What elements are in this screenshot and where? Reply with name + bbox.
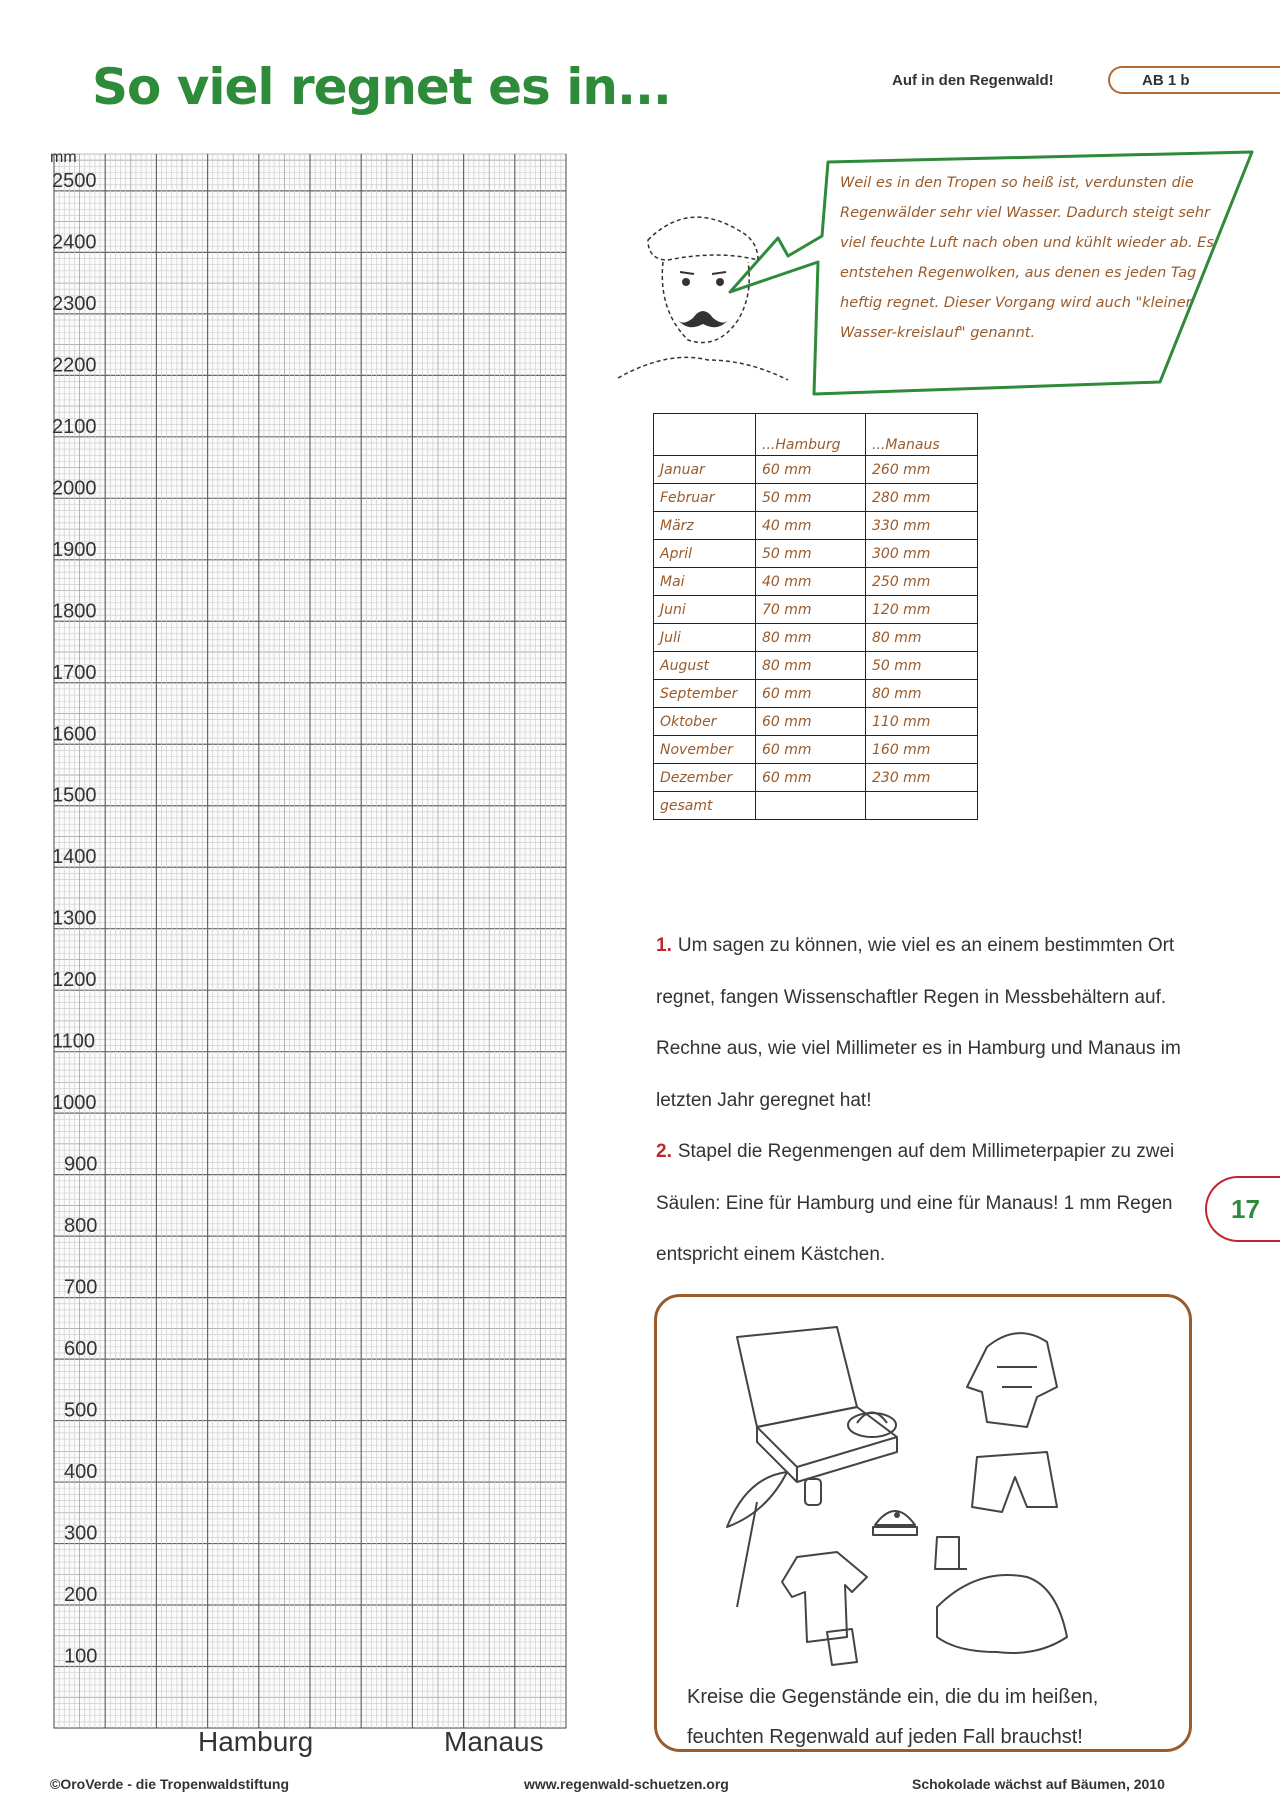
grid-svg[interactable]	[0, 150, 580, 1740]
y-tick-label: 1500	[52, 784, 97, 807]
table-cell-hamburg: 50 mm	[756, 484, 866, 512]
table-cell-hamburg: 80 mm	[756, 652, 866, 680]
table-cell-month: April	[654, 540, 756, 568]
table-cell-month: Mai	[654, 568, 756, 596]
y-tick-label: 1900	[52, 538, 97, 561]
table-cell-month: August	[654, 652, 756, 680]
y-tick-label: 2300	[52, 292, 97, 315]
y-tick-label: 100	[64, 1645, 98, 1668]
table-cell-hamburg: 50 mm	[756, 540, 866, 568]
y-tick-label: 300	[64, 1522, 98, 1545]
page-title: So viel regnet es in...	[92, 58, 671, 116]
speech-bubble-text: Weil es in den Tropen so heiß ist, verdunsten die Regenwälder sehr viel Wasser. Dadurch steigt sehr viel feuchte Luft nach oben und kühlt wieder ab. Es entstehen Regenwolken, aus denen es jeden Tag heftig regnet. Dieser Vorgang wird auch "kleiner Wasser-kreislauf" genannt.	[840, 175, 1214, 341]
table-cell-hamburg: 80 mm	[756, 624, 866, 652]
packing-box	[654, 1294, 1192, 1752]
table-cell-month: gesamt	[654, 792, 756, 820]
table-row	[654, 652, 978, 680]
task-2-text: Stapel die Regenmengen auf dem Millimeterpapier zu zwei Säulen: Eine für Hamburg und eine für Manaus! 1 mm Regen entspricht einem Kästchen.	[656, 1141, 1175, 1265]
y-tick-label: 600	[64, 1338, 98, 1361]
y-tick-label: 1800	[52, 600, 97, 623]
table-cell-hamburg: 60 mm	[756, 708, 866, 736]
page-number: 17	[1205, 1176, 1280, 1242]
table-cell-manaus	[866, 792, 978, 820]
y-tick-label: 900	[64, 1153, 98, 1176]
table-cell-manaus: 230 mm	[866, 764, 978, 792]
table-row	[654, 764, 978, 792]
task-text	[656, 920, 1216, 1281]
footer-website[interactable]: www.regenwald-schuetzen.org	[524, 1776, 729, 1792]
table-cell-manaus: 120 mm	[866, 596, 978, 624]
table-cell-month: Juli	[654, 624, 756, 652]
y-tick-label: 2000	[52, 477, 97, 500]
table-row	[654, 484, 978, 512]
y-tick-label: 800	[64, 1215, 98, 1238]
table-cell-hamburg: 60 mm	[756, 736, 866, 764]
series-label: Auf in den Regenwald!	[892, 72, 1054, 89]
packing-illustration	[697, 1307, 1137, 1677]
table-header-manaus: ...Manaus	[866, 414, 978, 456]
table-row	[654, 456, 978, 484]
table-cell-manaus: 110 mm	[866, 708, 978, 736]
table-cell-manaus: 250 mm	[866, 568, 978, 596]
y-tick-label: 400	[64, 1461, 98, 1484]
table-cell-hamburg: 60 mm	[756, 680, 866, 708]
box-caption: Kreise die Gegenstände ein, die du im heißen, feuchten Regenwald auf jeden Fall brauchst!	[687, 1686, 1099, 1748]
table-cell-manaus: 50 mm	[866, 652, 978, 680]
table-cell-manaus: 160 mm	[866, 736, 978, 764]
table-cell-month: November	[654, 736, 756, 764]
table-cell-month: März	[654, 512, 756, 540]
footer-copyright: ©OroVerde - die Tropenwaldstiftung	[50, 1776, 290, 1792]
y-tick-label: 1000	[52, 1092, 97, 1115]
y-tick-label: 2200	[52, 354, 97, 377]
table-cell-month: Januar	[654, 456, 756, 484]
y-tick-label: 1600	[52, 723, 97, 746]
sheet-tag: AB 1 b	[1108, 66, 1280, 94]
y-tick-label: 2100	[52, 415, 97, 438]
table-cell-hamburg: 70 mm	[756, 596, 866, 624]
y-tick-label: 2500	[52, 169, 97, 192]
y-unit-label: mm	[50, 150, 77, 166]
x-label-manaus: Manaus	[444, 1726, 544, 1757]
table-cell-manaus: 80 mm	[866, 680, 978, 708]
table-row	[654, 680, 978, 708]
table-row	[654, 512, 978, 540]
y-tick-label: 2400	[52, 231, 97, 254]
table-cell-hamburg: 60 mm	[756, 764, 866, 792]
table-cell-month: Dezember	[654, 764, 756, 792]
y-tick-label: 200	[64, 1584, 98, 1607]
table-row	[654, 792, 978, 820]
table-cell-hamburg: 40 mm	[756, 568, 866, 596]
table-row	[654, 708, 978, 736]
millimeter-paper-chart[interactable]	[0, 150, 580, 1740]
y-tick-label: 500	[64, 1399, 98, 1422]
y-tick-label: 700	[64, 1276, 98, 1299]
table-row	[654, 736, 978, 764]
table-cell-manaus: 330 mm	[866, 512, 978, 540]
precipitation-table	[653, 413, 978, 820]
table-row	[654, 540, 978, 568]
table-header-month	[654, 414, 756, 456]
y-tick-label: 1100	[52, 1030, 96, 1053]
table-header-hamburg: ...Hamburg	[756, 414, 866, 456]
table-cell-manaus: 300 mm	[866, 540, 978, 568]
x-label-hamburg: Hamburg	[198, 1726, 314, 1757]
table-cell-month: Februar	[654, 484, 756, 512]
table-row	[654, 596, 978, 624]
task-1-number: 1.	[656, 935, 672, 956]
table-cell-hamburg: 40 mm	[756, 512, 866, 540]
table-cell-hamburg	[756, 792, 866, 820]
task-2-number: 2.	[656, 1141, 672, 1162]
y-tick-label: 1700	[52, 661, 97, 684]
table-cell-manaus: 80 mm	[866, 624, 978, 652]
y-tick-label: 1200	[52, 969, 97, 992]
footer-source: Schokolade wächst auf Bäumen, 2010	[912, 1776, 1165, 1792]
table-cell-manaus: 280 mm	[866, 484, 978, 512]
table-row	[654, 624, 978, 652]
explorer-sketch	[608, 200, 818, 390]
table-cell-manaus: 260 mm	[866, 456, 978, 484]
table-row	[654, 568, 978, 596]
y-tick-label: 1300	[52, 907, 97, 930]
y-tick-label: 1400	[52, 846, 97, 869]
table-cell-month: Juni	[654, 596, 756, 624]
table-cell-hamburg: 60 mm	[756, 456, 866, 484]
task-1-text: Um sagen zu können, wie viel es an einem bestimmten Ort regnet, fangen Wissenschaftler Regen in Messbehältern auf. Rechne aus, wie viel Millimeter es in Hamburg und Manaus im letzten Jahr geregnet hat!	[656, 935, 1181, 1111]
table-cell-month: September	[654, 680, 756, 708]
table-cell-month: Oktober	[654, 708, 756, 736]
